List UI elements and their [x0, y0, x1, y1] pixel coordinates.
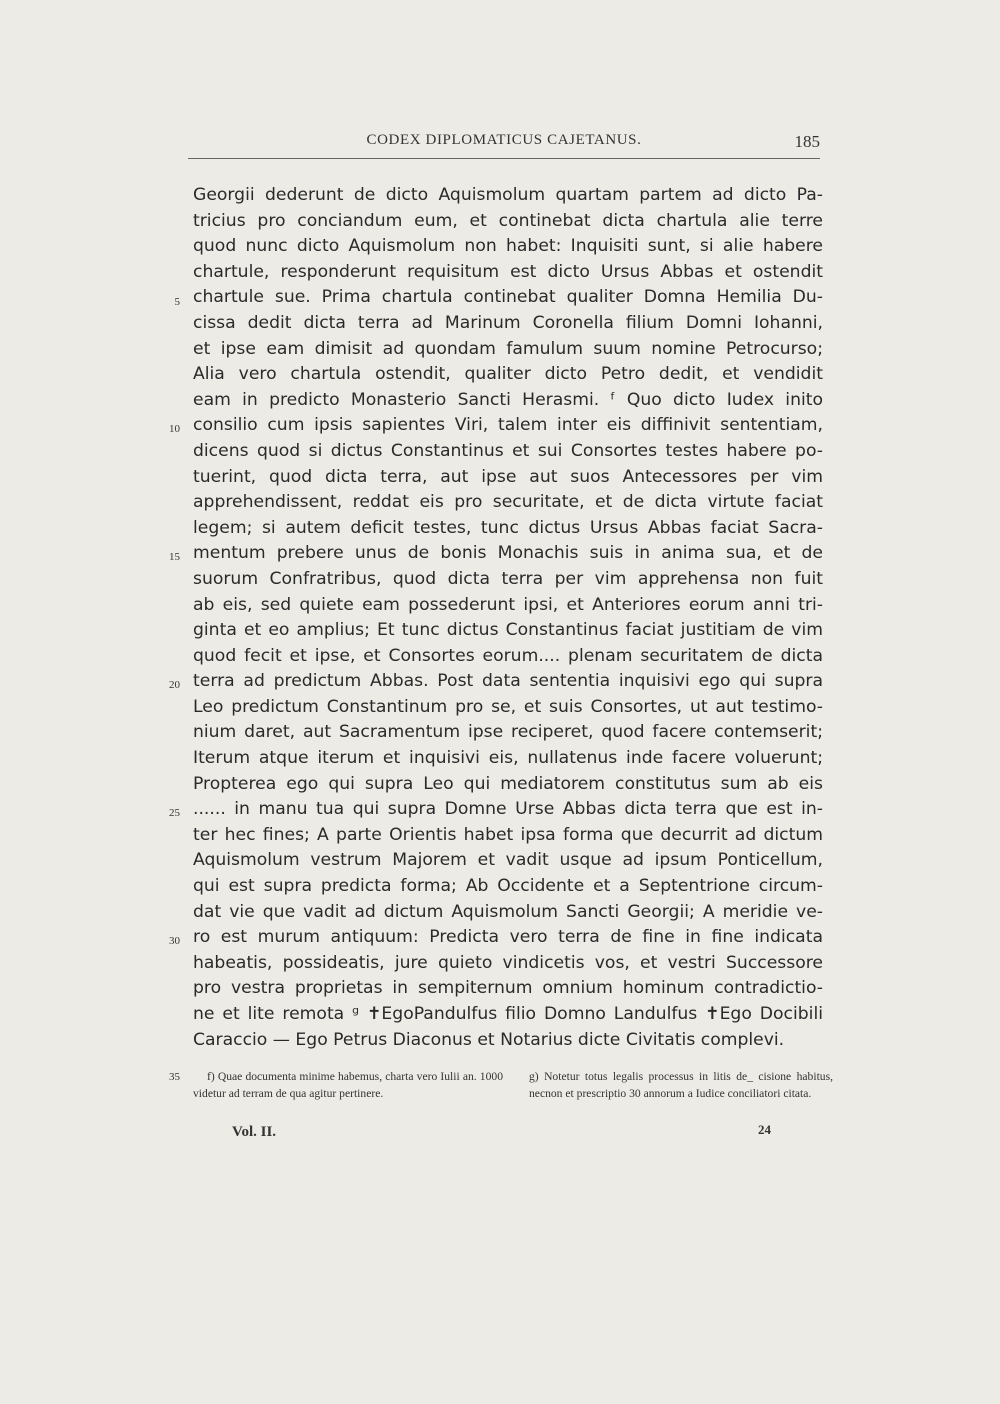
text-line: habeatis, possideatis, jure quieto vindicetis vos, et vestri Successore	[193, 952, 823, 973]
text-line: apprehendissent, reddat eis pro securitate, et de dicta virtute faciat	[193, 492, 823, 513]
text-line: pro vestra proprietas in sempiternum omnium hominum contradictio-	[193, 978, 823, 999]
text-line: dat vie que vadit ad dictum Aquismolum Sancti Georgii; A meridie ve-	[193, 901, 823, 922]
text-line: tuerint, quod dicta terra, aut ipse aut suos Antecessores per vim	[193, 466, 823, 487]
text-line: Iterum atque iterum et inquisivi eis, nullatenus inde facere voluerunt;	[193, 748, 823, 769]
volume-label: Vol. II.	[232, 1124, 277, 1140]
text-line: Aquismolum vestrum Majorem et vadit usque ad ipsum Ponticellum,	[193, 850, 823, 871]
header-rule	[188, 158, 820, 159]
text-line: ne et lite remota ᵍ ✝EgoPandulfus filio Domno Landulfus ✝Ego Docibili	[193, 1004, 823, 1024]
signature-mark: 24	[758, 1122, 771, 1137]
text-line: Propterea ego qui supra Leo qui mediatorem constitutus sum ab eis	[193, 773, 823, 794]
line-number: 15	[169, 551, 180, 563]
text-line: Leo predictum Constantinum pro se, et suis Consortes, ut aut testimo-	[193, 696, 823, 717]
line-number: 30	[169, 935, 180, 947]
text-line: Alia vero chartula ostendit, qualiter dicto Petro dedit, et vendidit	[193, 364, 823, 385]
page-number: 185	[794, 132, 820, 151]
text-line: quod nunc dicto Aquismolum non habet: Inquisiti sunt, si alie habere	[193, 236, 823, 257]
line-number: 20	[169, 679, 180, 691]
text-line: Caraccio — Ego Petrus Diaconus et Notarius dicte Civitatis complevi.	[193, 1029, 785, 1050]
text-line: cissa dedit dicta terra ad Marinum Coronella filium Domni Iohanni,	[193, 312, 823, 333]
text-line: Georgii dederunt de dicto Aquismolum quartam partem ad dicto Pa-	[193, 185, 823, 205]
footnote-g: g) Notetur totus legalis processus in litis de_ cisione habitus, necnon et prescriptio 30 annorum a Iudice conciliatori citata.	[529, 1070, 833, 1100]
text-line: et ipse eam dimisit ad quondam famulum suum nomine Petrocurso;	[193, 338, 823, 359]
text-line: quod fecit et ipse, et Consortes eorum.... plenam securitatem de dicta	[193, 645, 823, 666]
text-line: ab eis, sed quiete eam possederunt ipsi, et Anteriores eorum anni tri-	[193, 594, 823, 615]
page-header	[188, 132, 820, 156]
footnote-f: f) Quae documenta minime habemus, charta vero Iulii an. 1000 videtur ad terram de qua agitur pertinere.	[193, 1070, 503, 1100]
text-line: dicens quod si dictus Constantinus et sui Consortes testes habere po-	[193, 440, 823, 461]
text-line: chartule, responderunt requisitum est dicto Ursus Abbas et ostendit	[193, 261, 823, 282]
text-line: mentum prebere unus de bonis Monachis suis in anima sua, et de	[193, 543, 823, 564]
text-line: ginta et eo amplius; Et tunc dictus Constantinus faciat justitiam de vim	[193, 620, 823, 641]
document-body	[193, 183, 823, 1053]
line-number: 5	[174, 296, 180, 308]
text-line: ...... in manu tua qui supra Domne Urse Abbas dicta terra que est in-	[193, 799, 823, 820]
line-number: 10	[169, 423, 180, 435]
text-line: terra ad predictum Abbas. Post data sententia inquisivi ego qui supra	[193, 671, 823, 692]
text-line: qui est supra predicta forma; Ab Occidente et a Septentrione circum-	[193, 876, 823, 897]
text-line: ro est murum antiquum: Predicta vero terra de fine in fine indicata	[193, 927, 823, 948]
text-line: tricius pro conciandum eum, et continebat dicta chartula alie terre	[193, 210, 823, 231]
running-title: CODEX DIPLOMATICUS CAJETANUS.	[366, 132, 642, 148]
line-number: 25	[169, 807, 180, 819]
line-number: 35	[169, 1071, 180, 1083]
text-line: eam in predicto Monasterio Sancti Herasmi. ᶠ Quo dicto Iudex inito	[193, 389, 823, 410]
text-line: ter hec fines; A parte Orientis habet ipsa forma que decurrit ad dictum	[193, 824, 823, 845]
text-line: chartule sue. Prima chartula continebat qualiter Domna Hemilia Du-	[193, 287, 823, 308]
text-line: nium daret, aut Sacramentum ipse reciperet, quod facere contemserit;	[193, 722, 823, 743]
text-line: legem; si autem deficit testes, tunc dictus Ursus Abbas faciat Sacra-	[193, 517, 823, 538]
text-line: consilio cum ipsis sapientes Viri, talem inter eis diffinivit sententiam,	[193, 415, 823, 436]
text-line: suorum Confratribus, quod dicta terra per vim apprehensa non fuit	[193, 568, 823, 589]
